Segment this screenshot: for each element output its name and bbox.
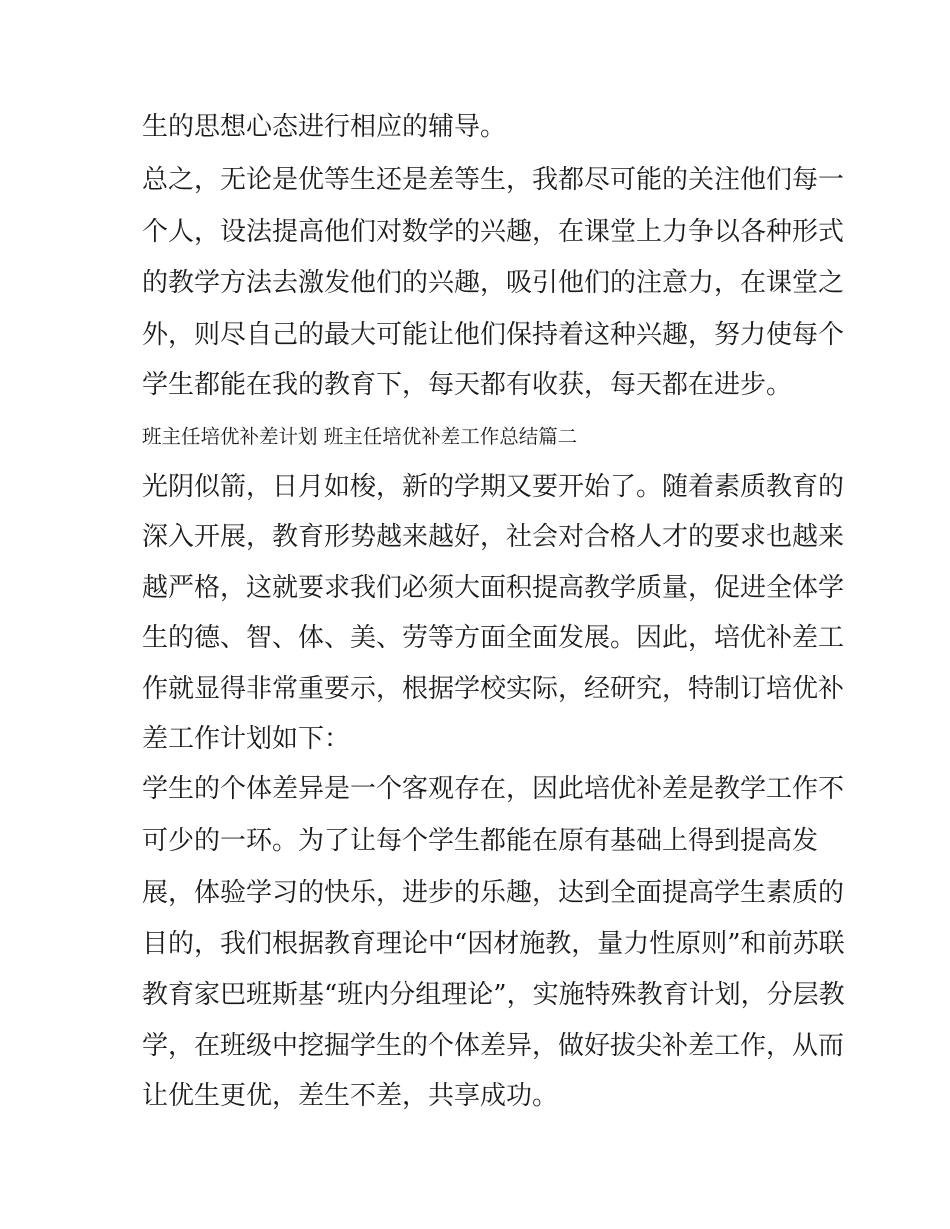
- paragraph-line: 差工作计划如下：: [142, 724, 351, 754]
- paragraph-line: 总之，无论是优等生还是差等生，我都尽可能的关注他们每一: [142, 165, 845, 195]
- paragraph-line: 学，在班级中挖掘学生的个体差异，做好拔尖补差工作，从而: [142, 1031, 845, 1061]
- paragraph-line: 生的思想心态进行相应的辅导。: [142, 112, 507, 142]
- paragraph-line: 目的，我们根据教育理论中“因材施教，量力性原则”和前苏联: [142, 929, 845, 959]
- paragraph-line: 可少的一环。为了让每个学生都能在原有基础上得到提高发: [142, 826, 819, 856]
- paragraph-line: 展，体验学习的快乐，进步的乐趣，达到全面提高学生素质的: [142, 878, 845, 908]
- paragraph-line: 教育家巴班斯基“班内分组理论”，实施特殊教育计划，分层教: [142, 980, 845, 1010]
- paragraph-line: 学生的个体差异是一个客观存在，因此培优补差是教学工作不: [142, 774, 845, 804]
- paragraph-line: 作就显得非常重要示，根据学校实际，经研究，特制订培优补: [142, 674, 845, 704]
- paragraph-line: 光阴似箭，日月如梭，新的学期又要开始了。随着素质教育的: [142, 472, 845, 502]
- paragraph-line: 外，则尽自己的最大可能让他们保持着这种兴趣，努力使每个: [142, 320, 845, 350]
- paragraph-line: 越严格，这就要求我们必须大面积提高教学质量，促进全体学: [142, 573, 845, 603]
- paragraph-line: 的教学方法去激发他们的兴趣，吸引他们的注意力，在课堂之: [142, 268, 845, 298]
- paragraph-line: 深入开展，教育形势越来越好，社会对合格人才的要求也越来: [142, 522, 845, 552]
- paragraph-line: 个人，设法提高他们对数学的兴趣，在课堂上力争以各种形式: [142, 217, 845, 247]
- section-title: 班主任培优补差计划 班主任培优补差工作总结篇二: [142, 425, 578, 448]
- paragraph-line: 生的德、智、体、美、劳等方面全面发展。因此，培优补差工: [142, 623, 845, 653]
- paragraph-line: 让优生更优，差生不差，共享成功。: [142, 1081, 559, 1111]
- paragraph-line: 学生都能在我的教育下，每天都有收获，每天都在进步。: [142, 370, 793, 400]
